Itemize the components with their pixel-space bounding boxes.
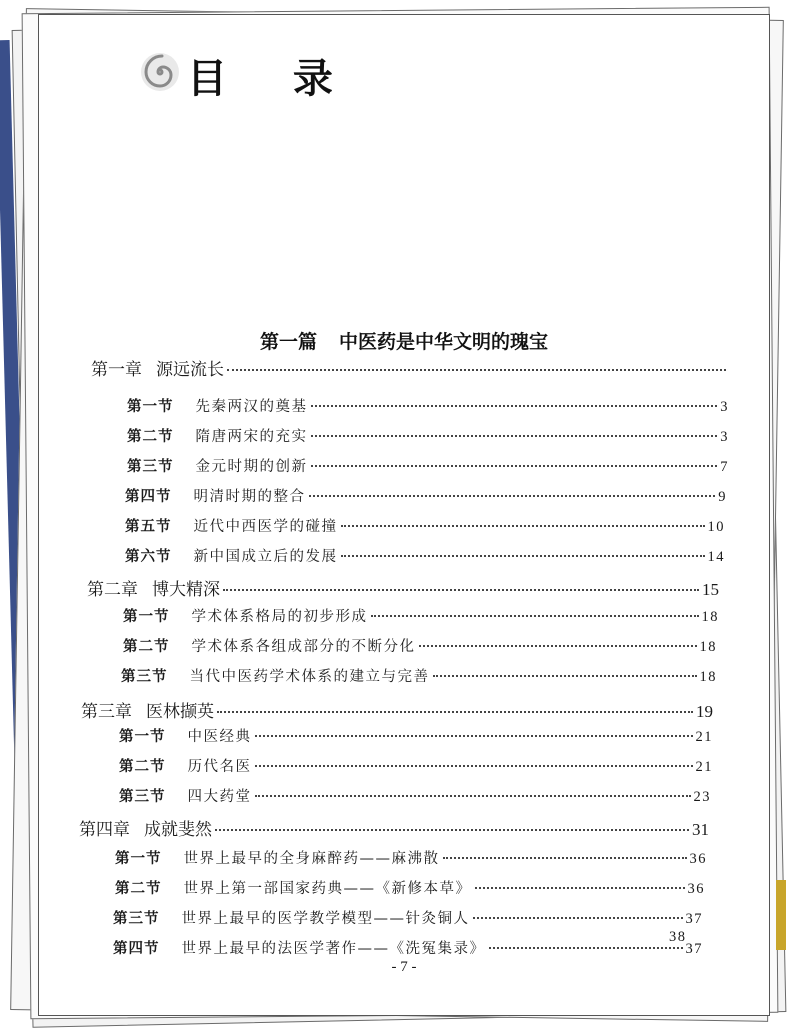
- dot-leader: [489, 947, 683, 949]
- section-entry: [123, 605, 719, 626]
- entry-number: 第二节: [119, 758, 166, 775]
- entry-page-number: 36: [689, 851, 707, 867]
- entry-text: 成就斐然: [144, 820, 212, 840]
- entry-number: 第一节: [127, 398, 174, 415]
- entry-page-number: 18: [699, 639, 717, 655]
- entry-text: 博大精深: [152, 580, 220, 600]
- entry-page-number: 38: [669, 929, 687, 945]
- dot-leader: [215, 829, 689, 831]
- entry-text: 医林撷英: [146, 702, 214, 722]
- dot-leader: [311, 465, 718, 467]
- entry-page-number: 23: [693, 789, 711, 805]
- entry-title: [87, 575, 220, 600]
- dot-leader: [255, 765, 693, 767]
- dot-leader: [311, 405, 718, 407]
- entry-text: 源远流长: [156, 360, 224, 380]
- entry-title: [115, 847, 440, 868]
- entry-text: 学术体系各组成部分的不断分化: [191, 639, 416, 655]
- section-entry: [119, 725, 713, 746]
- entry-page-number: 15: [702, 580, 719, 599]
- entry-page-number: 9: [718, 489, 727, 505]
- dot-leader: [433, 675, 697, 677]
- trailing-page-number: [669, 929, 687, 946]
- section-entry: [113, 907, 703, 928]
- dot-leader: [371, 615, 699, 617]
- entry-number: 第二节: [127, 428, 174, 445]
- dot-leader: [255, 735, 693, 737]
- dot-leader: [473, 917, 683, 919]
- part-title: [39, 327, 769, 354]
- entry-text: 金元时期的创新: [195, 459, 308, 475]
- entry-title: [115, 877, 472, 898]
- entry-title: [123, 635, 416, 656]
- dot-leader: [475, 887, 685, 889]
- entry-title: [113, 937, 486, 958]
- dot-leader: [227, 369, 726, 371]
- section-entry: [127, 425, 729, 446]
- section-entry: [115, 847, 707, 868]
- entry-page-number: 3: [720, 399, 729, 415]
- entry-title: [125, 515, 338, 536]
- entry-number: 第一节: [123, 608, 170, 625]
- entry-text: 世界上最早的全身麻醉药——麻沸散: [183, 851, 440, 867]
- entry-number: 第五节: [125, 518, 172, 535]
- page-heading: 目 录: [187, 56, 359, 102]
- entry-text: 世界上最早的法医学著作——《洗冤集录》: [181, 941, 486, 957]
- entry-text: 四大药堂: [187, 789, 252, 805]
- entry-title: [127, 395, 308, 416]
- entry-page-number: 37: [685, 941, 703, 957]
- entry-text: 隋唐两宋的充实: [195, 429, 308, 445]
- entry-title: [79, 815, 212, 840]
- entry-title: [119, 785, 252, 806]
- part-name: 中医药是中华文明的瑰宝: [339, 331, 549, 353]
- entry-text: 历代名医: [187, 759, 252, 775]
- entry-text: 新中国成立后的发展: [193, 549, 338, 565]
- entry-number: 第二章: [87, 580, 138, 600]
- entry-page-number: 31: [692, 820, 709, 839]
- section-entry: [119, 785, 711, 806]
- entry-text: 当代中医药学术体系的建立与完善: [189, 669, 430, 685]
- entry-number: 第六节: [125, 548, 172, 565]
- entry-title: [121, 665, 430, 686]
- entry-title: [113, 907, 470, 928]
- entry-text: 中医经典: [187, 729, 252, 745]
- chapter-entry: [79, 815, 709, 840]
- entry-title: [127, 455, 308, 476]
- entry-number: 第二节: [123, 638, 170, 655]
- entry-number: 第四节: [113, 940, 160, 957]
- entry-title: [123, 605, 368, 626]
- section-entry: [125, 515, 725, 536]
- entry-title: [119, 755, 252, 776]
- dot-leader: [341, 525, 705, 527]
- entry-number: 第一节: [119, 728, 166, 745]
- dot-leader: [341, 555, 705, 557]
- section-entry: [125, 545, 725, 566]
- entry-number: 第四节: [125, 488, 172, 505]
- dot-leader: [419, 645, 697, 647]
- entry-number: 第一节: [115, 850, 162, 867]
- chapter-entry: [87, 575, 719, 600]
- entry-page-number: 18: [701, 609, 719, 625]
- dot-leader: [309, 495, 716, 497]
- dot-leader: [217, 711, 693, 713]
- entry-number: 第四章: [79, 820, 130, 840]
- entry-page-number: 7: [720, 459, 729, 475]
- entry-title: [119, 725, 252, 746]
- chapter-entry: [81, 697, 713, 722]
- entry-page-number: 37: [685, 911, 703, 927]
- book-cover-edge: [776, 880, 786, 950]
- entry-number: 第三章: [81, 702, 132, 722]
- entry-text: 学术体系格局的初步形成: [191, 609, 368, 625]
- page-number: - 7 -: [391, 959, 417, 975]
- entry-title: [125, 545, 338, 566]
- entry-number: 第三节: [119, 788, 166, 805]
- entry-number: 第三节: [113, 910, 160, 927]
- entry-page-number: 18: [699, 669, 717, 685]
- section-entry: [119, 755, 713, 776]
- entry-text: 明清时期的整合: [193, 489, 306, 505]
- entry-number: 第三节: [127, 458, 174, 475]
- spiral-logo-icon: [139, 51, 181, 93]
- section-entry: [125, 485, 727, 506]
- dot-leader: [443, 857, 687, 859]
- section-entry: [127, 395, 729, 416]
- section-entry: [123, 635, 717, 656]
- entry-number: 第二节: [115, 880, 162, 897]
- entry-title: [127, 425, 308, 446]
- entry-text: 先秦两汉的奠基: [195, 399, 308, 415]
- entry-page-number: 3: [720, 429, 729, 445]
- entry-text: 世界上最早的医学教学模型——针灸铜人: [181, 911, 470, 927]
- section-entry: [113, 937, 703, 958]
- entry-title: [81, 697, 214, 722]
- entry-page-number: 36: [687, 881, 705, 897]
- chapter-entry: [91, 355, 729, 380]
- entry-page-number: 14: [707, 549, 725, 565]
- entry-title: [125, 485, 306, 506]
- entry-title: [91, 355, 224, 380]
- dot-leader: [311, 435, 718, 437]
- part-number: 第一篇: [259, 331, 317, 353]
- dot-leader: [255, 795, 691, 797]
- entry-number: 第三节: [121, 668, 168, 685]
- toc-page: [38, 14, 770, 1016]
- entry-page-number: 21: [695, 759, 713, 775]
- entry-page-number: 21: [695, 729, 713, 745]
- entry-page-number: 10: [707, 519, 725, 535]
- entry-text: 近代中西医学的碰撞: [193, 519, 338, 535]
- section-entry: [121, 665, 717, 686]
- section-entry: [115, 877, 705, 898]
- section-entry: [127, 455, 729, 476]
- entry-text: 世界上第一部国家药典——《新修本草》: [183, 881, 472, 897]
- entry-page-number: 19: [696, 702, 713, 721]
- entry-number: 第一章: [91, 360, 142, 380]
- dot-leader: [223, 589, 699, 591]
